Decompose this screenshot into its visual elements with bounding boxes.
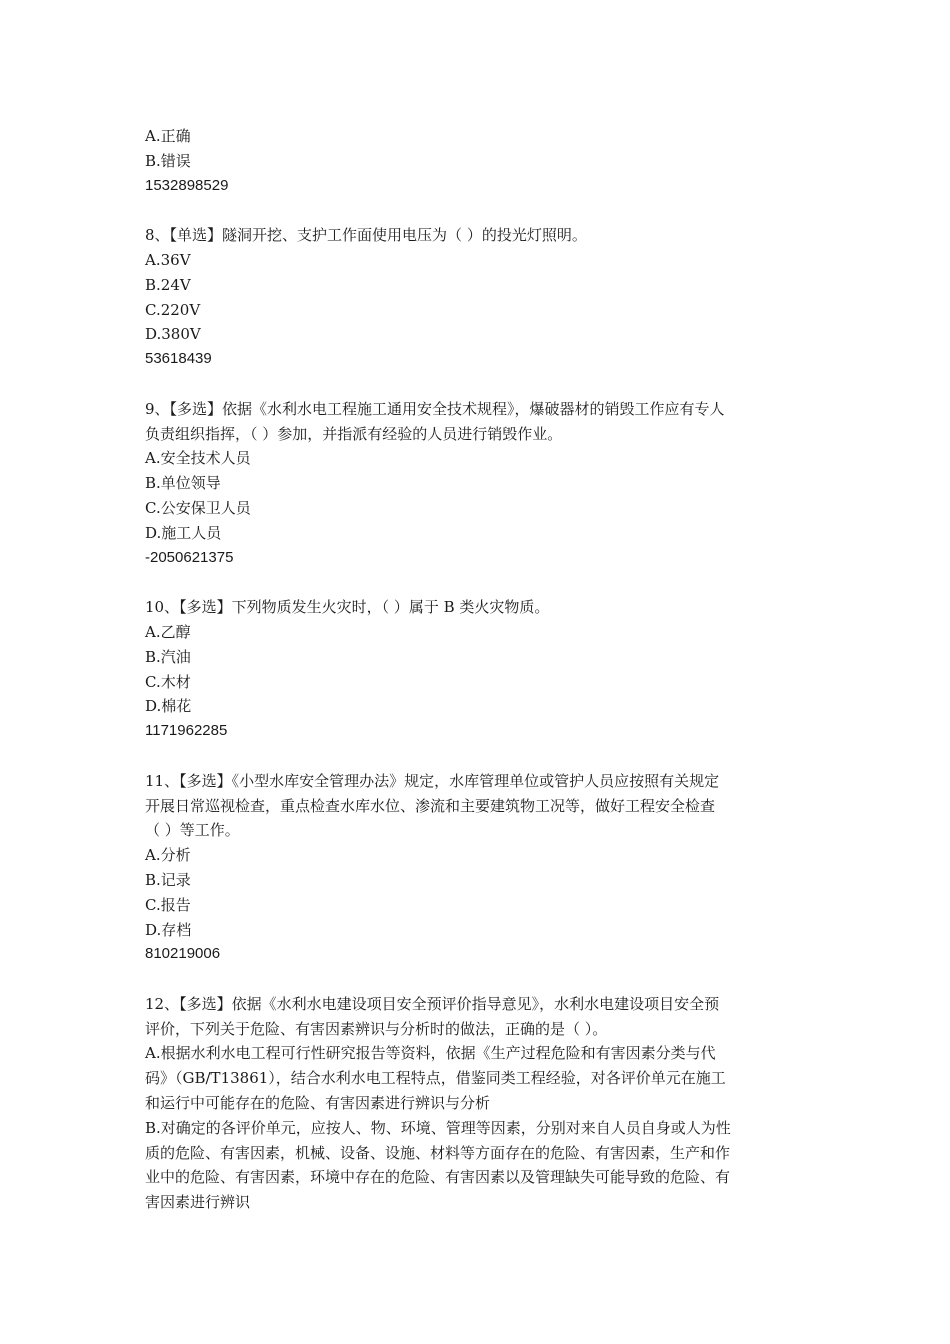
- option-b: B.错误: [145, 151, 191, 170]
- question-code: 810219006: [145, 945, 221, 963]
- option-a: A.分析: [145, 846, 191, 865]
- option-a: A.安全技术人员: [145, 449, 251, 468]
- question-code: -2050621375: [145, 548, 234, 566]
- option-b: B.汽油: [145, 647, 191, 666]
- option-c: C.公安保卫人员: [145, 498, 251, 517]
- option-a: A.36V: [145, 250, 191, 269]
- option-d: D.380V: [145, 325, 201, 344]
- question-stem-line-2: 评价，下列关于危险、有害因素辨识与分析时的做法，正确的是（ ）。: [145, 1019, 608, 1038]
- question-9: [145, 397, 815, 571]
- spacer: [145, 744, 815, 769]
- option-b-line-3: 业中的危险、有害因素，环境中存在的危险、有害因素以及管理缺失可能导致的危险、有: [145, 1168, 731, 1187]
- option-d: D.存档: [145, 920, 192, 939]
- question-stem-line-2: 开展日常巡视检查，重点检查水库水位、渗流和主要建筑物工况等，做好工程安全检查: [145, 796, 716, 815]
- question-stem: 8、【单选】隧洞开挖、支护工作面使用电压为（ ）的投光灯照明。: [145, 226, 587, 245]
- question-code: 1532898529: [145, 176, 229, 194]
- lead-block: [145, 124, 815, 198]
- question-12: [145, 992, 815, 1215]
- option-b-line-2: 质的危险、有害因素，机械、设备、设施、材料等方面存在的危险、有害因素，生产和作: [145, 1143, 731, 1162]
- option-b: [145, 1116, 815, 1215]
- question-stem-line-1: 11、【多选】《小型水库安全管理办法》规定，水库管理单位或管护人员应按照有关规定: [145, 771, 720, 790]
- option-b: B.24V: [145, 275, 191, 294]
- spacer: [145, 967, 815, 992]
- option-d: D.施工人员: [145, 523, 222, 542]
- option-b: B.单位领导: [145, 474, 221, 493]
- question-stem-line-3: （ ）等工作。: [145, 821, 240, 840]
- question-stem-line-1: 9、【多选】依据《水利水电工程施工通用安全技术规程》，爆破器材的销毁工作应有专人: [145, 399, 725, 418]
- option-c: C.木材: [145, 672, 191, 691]
- question-code: 53618439: [145, 350, 212, 368]
- question-10: [145, 595, 815, 744]
- option-a-line-2: 码》（GB/T13861），结合水利水电工程特点，借鉴同类工程经验，对各评价单元在施工: [145, 1069, 726, 1088]
- question-8: [145, 223, 815, 372]
- question-stem: 10、【多选】下列物质发生火灾时，（ ）属于 B 类火灾物质。: [145, 598, 550, 617]
- document-page: [145, 124, 815, 1215]
- question-code: 1171962285: [145, 722, 228, 740]
- option-c: C.220V: [145, 300, 201, 319]
- option-a: A.乙醇: [145, 622, 191, 641]
- question-stem-line-2: 负责组织指挥，（ ）参加，并指派有经验的人员进行销毁作业。: [145, 424, 563, 443]
- option-c: C.报告: [145, 895, 191, 914]
- spacer: [145, 372, 815, 397]
- question-stem-line-1: 12、【多选】依据《水利水电建设项目安全预评价指导意见》，水利水电建设项目安全预: [145, 994, 720, 1013]
- option-a-line-3: 和运行中可能存在的危险、有害因素进行辨识与分析: [145, 1094, 491, 1113]
- spacer: [145, 570, 815, 595]
- spacer: [145, 198, 815, 223]
- option-b-line-1: B.对确定的各评价单元，应按人、物、环境、管理等因素，分别对来自人员自身或人为性: [145, 1118, 731, 1137]
- option-b-line-4: 害因素进行辨识: [145, 1193, 251, 1212]
- option-b: B.记录: [145, 870, 191, 889]
- option-d: D.棉花: [145, 697, 192, 716]
- option-a-line-1: A.根据水利水电工程可行性研究报告等资料，依据《生产过程危险和有害因素分类与代: [145, 1044, 716, 1063]
- option-a: A.正确: [145, 127, 191, 145]
- option-a: [145, 1041, 815, 1115]
- question-11: [145, 769, 815, 967]
